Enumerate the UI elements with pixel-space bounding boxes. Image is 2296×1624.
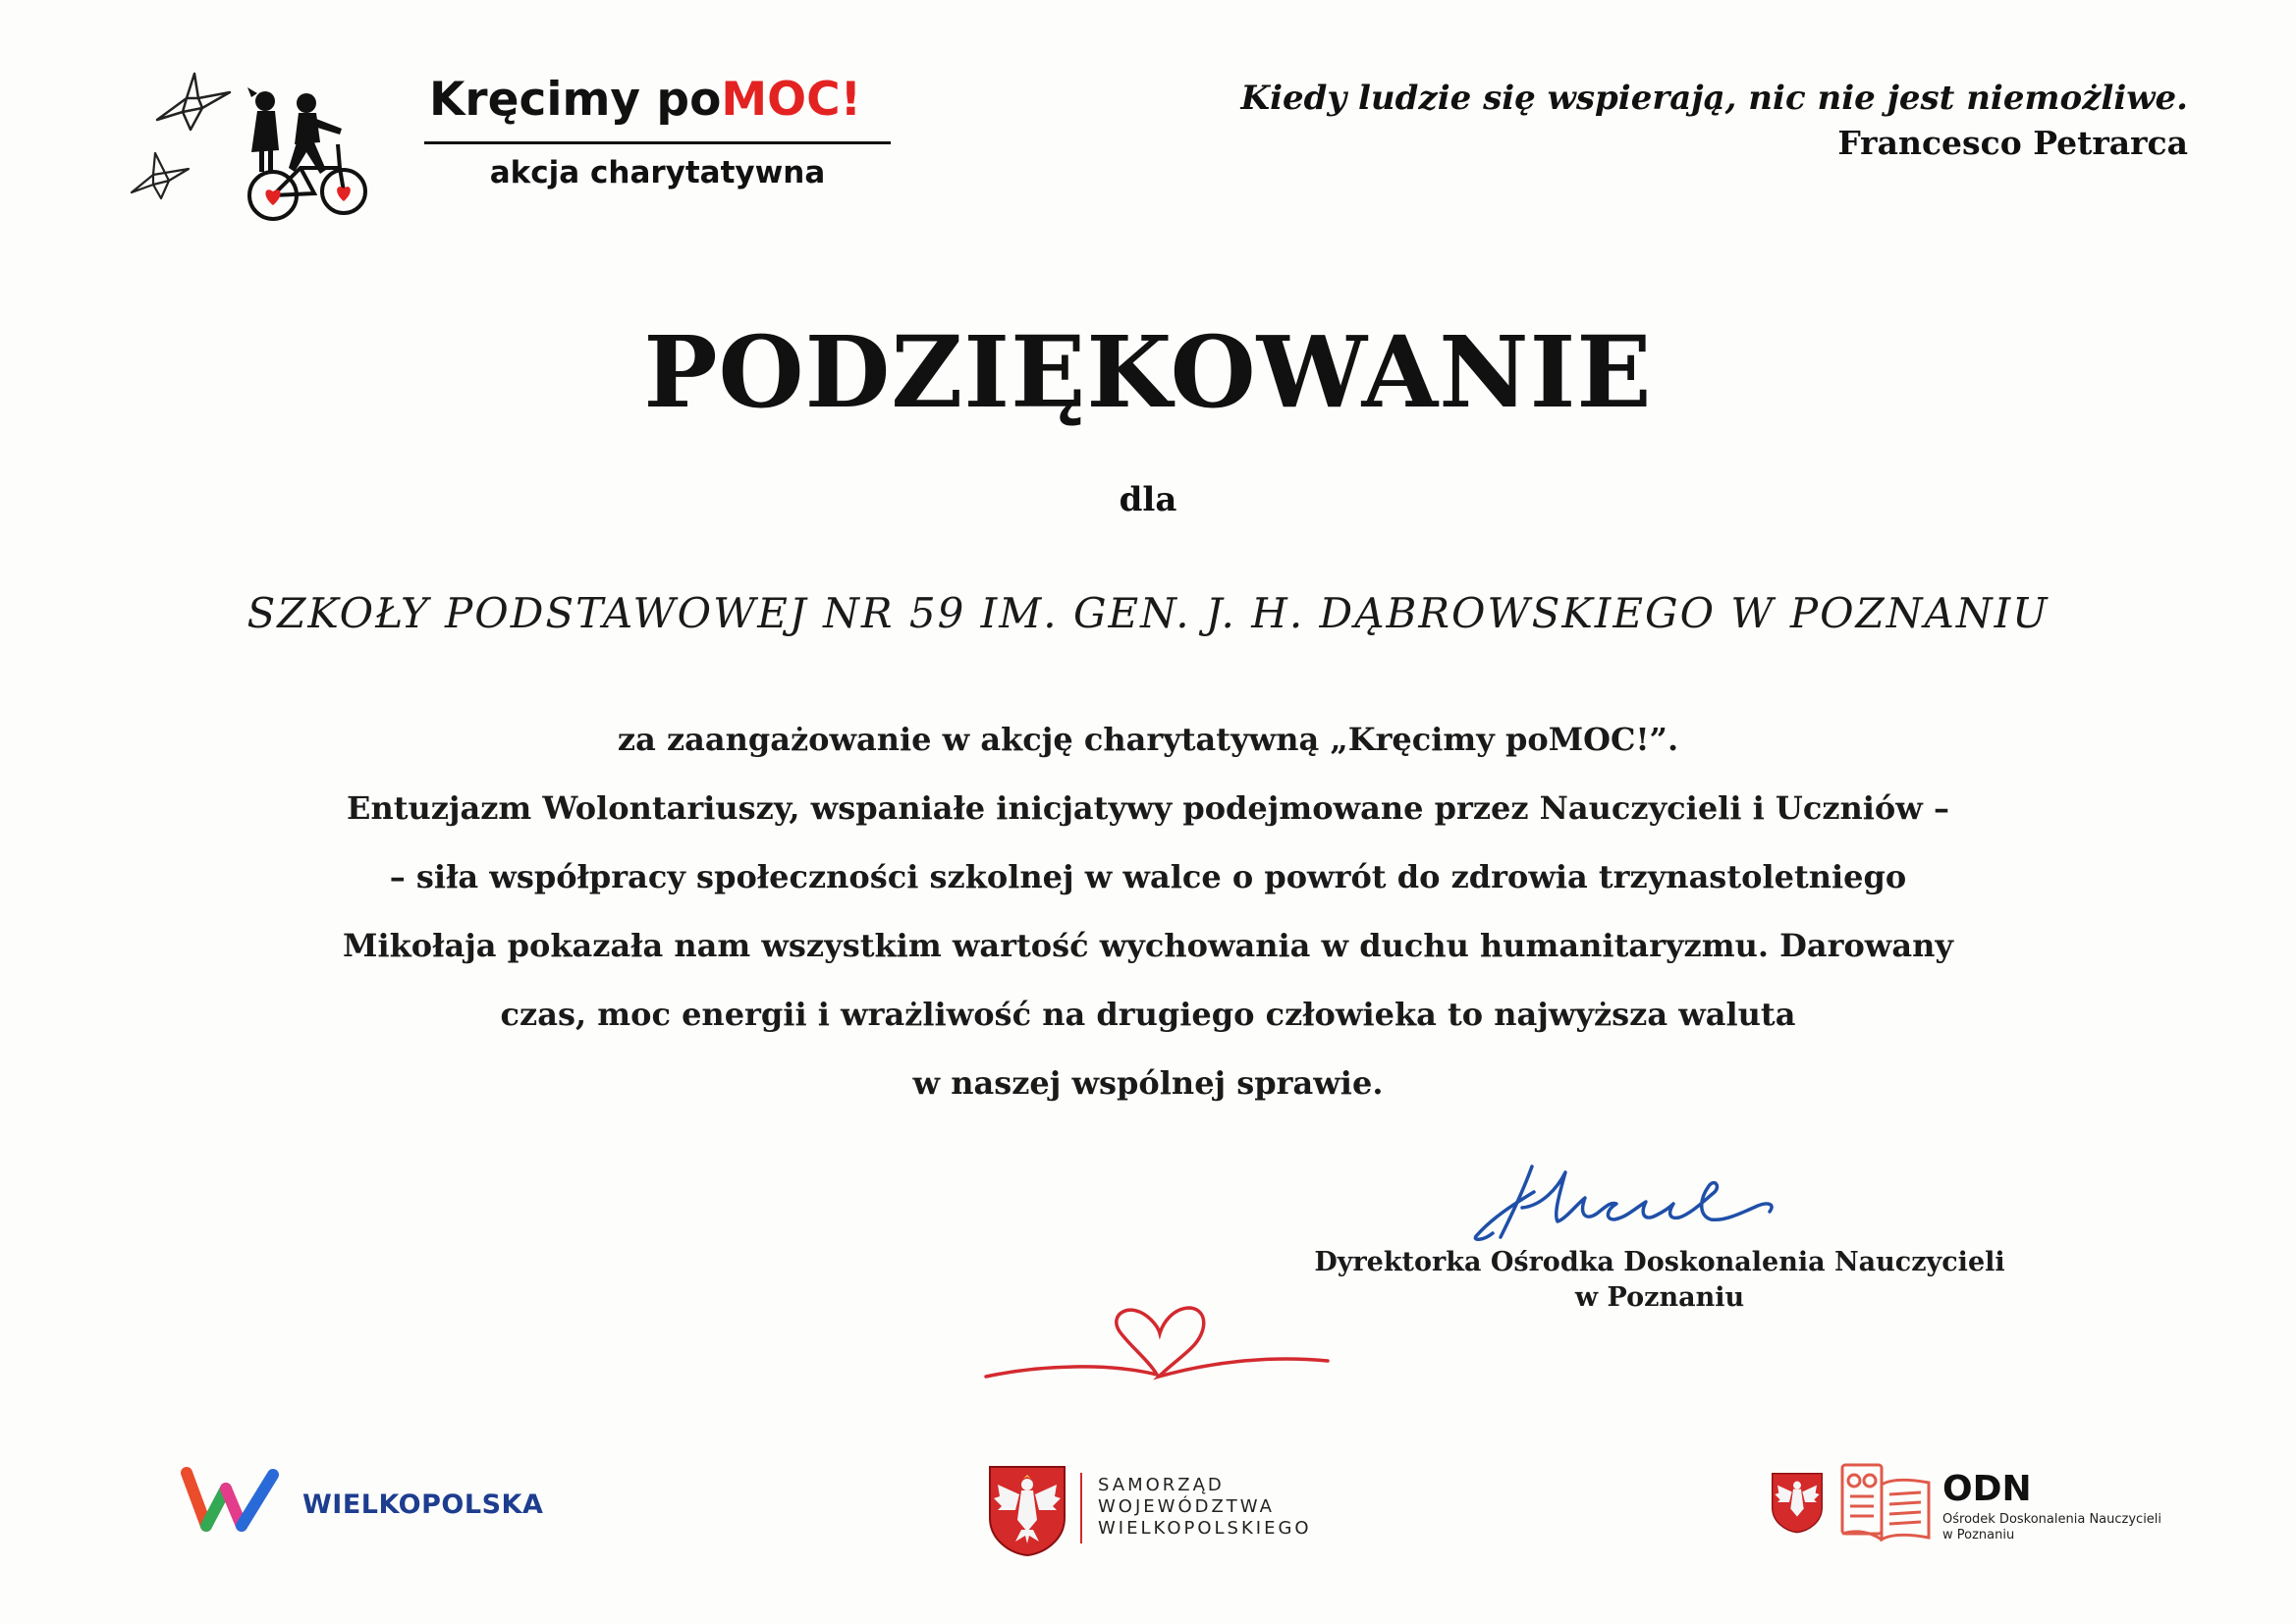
body-line: czas, moc energii i wrażliwość na drugiego człowieka to najwyższa waluta [500,996,1796,1033]
eagle-coat-of-arms-icon [986,1463,1068,1557]
body-line: w naszej wspólnej sprawie. [912,1064,1384,1102]
body-line: – siła współpracy społeczności szkolnej w walce o powrót do zdrowia trzynastoletniego [389,858,1907,895]
samorzad-label [1098,1475,1312,1540]
quote-text: Kiedy ludzie się wspierają, nic nie jest niemożliwe. [1240,79,2188,118]
logo-divider [424,141,891,144]
eagle-coat-of-arms-icon [1770,1469,1825,1536]
wielkopolska-label: WIELKOPOLSKA [302,1489,544,1520]
kids-bicycle-icon [236,83,373,226]
body-line: Mikołaja pokazała nam wszystkim wartość wychowania w duchu humanitaryzmu. Darowany [343,927,1953,964]
odn-subtitle-line: w Poznaniu [1942,1528,2015,1543]
handwritten-signature [1463,1159,1797,1247]
samorzad-divider [1080,1473,1082,1543]
signatory-title-line: Dyrektorka Ośrodka Doskonalenia Nauczycieli [1314,1247,2005,1277]
quote-author: Francesco Petrarca [1837,124,2188,162]
paper-crane-icon [126,147,194,204]
body-line: za zaangażowanie w akcję charytatywną „Kręcimy poMOC!”. [617,721,1679,758]
campaign-logo-title-accent: MOC! [721,73,862,127]
body-line: Entuzjazm Wolontariuszy, wspaniałe inicjatywy podejmowane przez Nauczycieli i Uczniów – [347,789,1949,827]
recipient-name: SZKOŁY PODSTAWOWEJ NR 59 IM. GEN. J. H. DĄBROWSKIEGO W POZNANIU [246,589,2050,637]
samorzad-label-line: SAMORZĄD [1098,1475,1225,1495]
quote-block [1241,79,2188,162]
wielkopolska-logo-icon [177,1461,285,1542]
odn-subtitle [1942,1512,2161,1543]
odn-title: ODN [1942,1469,2032,1509]
signatory-title-line: w Poznaniu [1574,1282,1745,1313]
samorzad-label-line: WOJEWÓDZTWA [1098,1496,1275,1517]
body-text [0,705,2296,1117]
for-label: dla [1119,480,1177,519]
heart-ribbon-icon [982,1296,1336,1394]
document-title: PODZIĘKOWANIE [643,314,1653,430]
samorzad-label-line: WIELKOPOLSKIEGO [1098,1518,1312,1539]
paper-crane-icon [147,69,236,137]
signatory-title [1257,1245,2062,1316]
campaign-logo-subtitle: akcja charytatywna [489,155,826,190]
odn-owl-book-icon [1836,1461,1935,1542]
odn-subtitle-line: Ośrodek Doskonalenia Nauczycieli [1942,1512,2162,1527]
campaign-logo-title-main: Kręcimy po [429,73,722,127]
campaign-logo-title [429,73,861,127]
